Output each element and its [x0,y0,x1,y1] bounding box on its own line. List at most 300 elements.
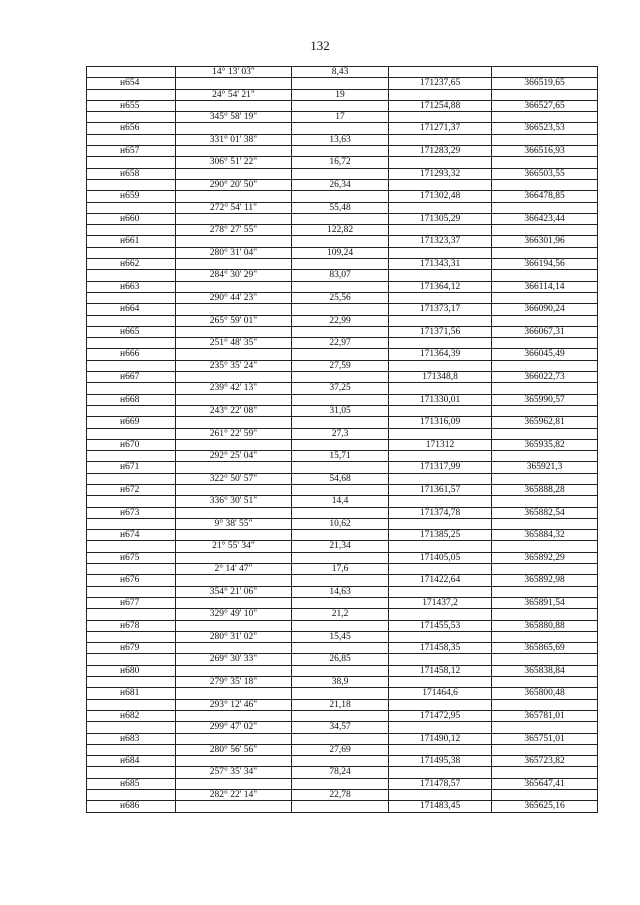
y-cell: 365892,29 [492,552,598,563]
x-cell: 171458,35 [389,643,492,654]
point-cell: н675 [87,552,176,563]
angle-cell [176,236,292,247]
segment-row [87,179,598,190]
angle-cell [176,146,292,157]
point-cell [87,541,176,552]
segment-row [87,744,598,755]
y-cell: 365884,32 [492,530,598,541]
segment-row [87,89,598,100]
point-row [87,168,598,179]
page-number: 132 [310,38,330,53]
distance-cell: 22,99 [292,315,389,326]
point-row [87,756,598,767]
distance-cell: 31,05 [292,405,389,416]
distance-cell [292,643,389,654]
y-cell [492,360,598,371]
angle-cell: 235° 35' 24" [176,360,292,371]
x-cell: 171455,53 [389,620,492,631]
x-cell: 171305,29 [389,213,492,224]
point-cell: н671 [87,462,176,473]
x-cell [389,654,492,665]
y-cell [492,677,598,688]
segment-row [87,767,598,778]
point-cell: н683 [87,733,176,744]
point-cell [87,134,176,145]
angle-cell: 331° 01' 38" [176,134,292,145]
y-cell: 366114,14 [492,281,598,292]
y-cell [492,270,598,281]
point-cell [87,744,176,755]
point-cell: н674 [87,530,176,541]
angle-cell: 261° 22' 59" [176,428,292,439]
point-cell: н658 [87,168,176,179]
x-cell: 171458,12 [389,665,492,676]
point-cell: н666 [87,349,176,360]
distance-cell [292,552,389,563]
distance-cell [292,394,389,405]
distance-cell: 27,69 [292,744,389,755]
distance-cell: 21,34 [292,541,389,552]
x-cell: 171364,12 [389,281,492,292]
x-cell: 171437,2 [389,597,492,608]
point-cell: н657 [87,146,176,157]
distance-cell: 8,43 [292,67,389,78]
point-cell [87,270,176,281]
angle-cell [176,372,292,383]
x-cell [389,609,492,620]
distance-cell: 78,24 [292,767,389,778]
x-cell: 171495,38 [389,756,492,767]
point-cell: н672 [87,484,176,495]
x-cell [389,67,492,78]
y-cell: 365800,48 [492,688,598,699]
distance-cell: 17 [292,112,389,123]
y-cell: 365882,54 [492,507,598,518]
y-cell [492,405,598,416]
point-cell [87,338,176,349]
y-cell: 365888,28 [492,484,598,495]
y-cell [492,473,598,484]
x-cell [389,744,492,755]
distance-cell [292,349,389,360]
x-cell [389,428,492,439]
x-cell [389,247,492,258]
angle-cell [176,710,292,721]
angle-cell [176,394,292,405]
angle-cell: 336° 30' 51" [176,496,292,507]
segment-row [87,473,598,484]
angle-cell [176,778,292,789]
point-cell: н662 [87,259,176,270]
x-cell [389,699,492,710]
point-cell [87,518,176,529]
angle-cell: 329° 49' 10" [176,609,292,620]
distance-cell: 16,72 [292,157,389,168]
point-row [87,349,598,360]
y-cell: 365723,82 [492,756,598,767]
y-cell: 365880,88 [492,620,598,631]
angle-cell: 21° 55' 34" [176,541,292,552]
y-cell: 366022,73 [492,372,598,383]
angle-cell: 243° 22' 08" [176,405,292,416]
y-cell: 365935,82 [492,439,598,450]
point-row [87,597,598,608]
angle-cell [176,168,292,179]
point-row [87,123,598,134]
angle-cell [176,191,292,202]
y-cell: 365781,01 [492,710,598,721]
y-cell [492,541,598,552]
x-cell [389,473,492,484]
point-cell [87,586,176,597]
segment-row [87,699,598,710]
angle-cell: 299° 47' 02" [176,722,292,733]
x-cell [389,677,492,688]
distance-cell [292,259,389,270]
y-cell [492,225,598,236]
angle-cell [176,530,292,541]
x-cell: 171323,37 [389,236,492,247]
x-cell: 171371,56 [389,326,492,337]
point-cell: н661 [87,236,176,247]
angle-cell [176,78,292,89]
distance-cell [292,168,389,179]
distance-cell [292,597,389,608]
segment-row [87,315,598,326]
segment-row [87,609,598,620]
distance-cell: 122,82 [292,225,389,236]
distance-cell: 83,07 [292,270,389,281]
x-cell [389,134,492,145]
point-cell [87,67,176,78]
point-cell: н669 [87,417,176,428]
coordinates-table [86,66,597,813]
distance-cell [292,620,389,631]
segment-row [87,383,598,394]
y-cell [492,338,598,349]
distance-cell [292,236,389,247]
point-row [87,100,598,111]
angle-cell: 280° 31' 04" [176,247,292,258]
y-cell: 365990,57 [492,394,598,405]
angle-cell: 278° 27' 55" [176,225,292,236]
y-cell [492,202,598,213]
point-row [87,507,598,518]
distance-cell: 19 [292,89,389,100]
point-cell [87,631,176,642]
y-cell: 366503,55 [492,168,598,179]
distance-cell: 27,3 [292,428,389,439]
y-cell [492,134,598,145]
angle-cell: 265° 59' 01" [176,315,292,326]
y-cell [492,722,598,733]
x-cell [389,292,492,303]
point-cell: н668 [87,394,176,405]
x-cell [389,225,492,236]
point-cell: н670 [87,439,176,450]
angle-cell: 2° 14' 47" [176,564,292,575]
y-cell: 365838,84 [492,665,598,676]
angle-cell [176,665,292,676]
x-cell: 171464,6 [389,688,492,699]
point-row [87,552,598,563]
x-cell [389,405,492,416]
x-cell: 171374,78 [389,507,492,518]
distance-cell: 38,9 [292,677,389,688]
point-row [87,191,598,202]
point-cell: н667 [87,372,176,383]
angle-cell: 290° 44' 23" [176,292,292,303]
x-cell: 171405,05 [389,552,492,563]
segment-row [87,202,598,213]
point-cell [87,677,176,688]
x-cell: 171302,48 [389,191,492,202]
x-cell: 171283,29 [389,146,492,157]
y-cell [492,586,598,597]
segment-row [87,225,598,236]
point-cell: н654 [87,78,176,89]
distance-cell: 37,25 [292,383,389,394]
distance-cell [292,146,389,157]
angle-cell: 239° 42' 13" [176,383,292,394]
distance-cell [292,801,389,812]
angle-cell [176,213,292,224]
distance-cell: 25,56 [292,292,389,303]
point-row [87,643,598,654]
y-cell: 366523,53 [492,123,598,134]
x-cell [389,179,492,190]
point-row [87,778,598,789]
y-cell: 365865,69 [492,643,598,654]
x-cell: 171317,99 [389,462,492,473]
distance-cell [292,372,389,383]
x-cell [389,383,492,394]
distance-cell [292,326,389,337]
distance-cell [292,484,389,495]
point-cell [87,564,176,575]
angle-cell [176,620,292,631]
angle-cell: 293° 12' 46" [176,699,292,710]
segment-row [87,541,598,552]
distance-cell [292,733,389,744]
point-cell [87,202,176,213]
y-cell: 366527,65 [492,100,598,111]
angle-cell [176,756,292,767]
point-row [87,688,598,699]
point-row [87,417,598,428]
distance-cell: 21,18 [292,699,389,710]
angle-cell [176,688,292,699]
x-cell [389,722,492,733]
point-cell [87,247,176,258]
segment-row [87,790,598,801]
segment-row [87,722,598,733]
point-row [87,710,598,721]
x-cell: 171490,12 [389,733,492,744]
distance-cell [292,710,389,721]
angle-cell [176,349,292,360]
angle-cell: 280° 56' 56" [176,744,292,755]
point-cell: н665 [87,326,176,337]
point-cell: н659 [87,191,176,202]
segment-row [87,338,598,349]
distance-cell [292,778,389,789]
x-cell [389,112,492,123]
point-cell [87,383,176,394]
segment-row [87,157,598,168]
angle-cell: 257° 35' 34" [176,767,292,778]
table-body [87,67,598,813]
distance-cell: 14,63 [292,586,389,597]
point-row [87,394,598,405]
x-cell: 171361,57 [389,484,492,495]
distance-cell [292,530,389,541]
distance-cell: 27,59 [292,360,389,371]
distance-cell [292,100,389,111]
y-cell [492,631,598,642]
x-cell: 171312 [389,439,492,450]
angle-cell [176,259,292,270]
distance-cell: 15,45 [292,631,389,642]
distance-cell: 21,2 [292,609,389,620]
point-cell [87,654,176,665]
angle-cell [176,100,292,111]
x-cell [389,631,492,642]
y-cell: 365892,98 [492,575,598,586]
point-cell: н664 [87,304,176,315]
distance-cell: 22,97 [292,338,389,349]
angle-cell [176,326,292,337]
distance-cell: 14,4 [292,496,389,507]
x-cell: 171472,95 [389,710,492,721]
x-cell: 171385,25 [389,530,492,541]
point-cell [87,112,176,123]
angle-cell [176,417,292,428]
y-cell: 366423,44 [492,213,598,224]
point-cell [87,722,176,733]
point-cell: н660 [87,213,176,224]
y-cell: 366067,31 [492,326,598,337]
segment-row [87,112,598,123]
x-cell: 171348,8 [389,372,492,383]
point-cell [87,473,176,484]
x-cell [389,315,492,326]
point-cell [87,405,176,416]
point-row [87,213,598,224]
point-cell: н684 [87,756,176,767]
x-cell [389,157,492,168]
x-cell [389,790,492,801]
point-row [87,326,598,337]
y-cell [492,157,598,168]
segment-row [87,677,598,688]
point-row [87,236,598,247]
angle-cell: 269° 30' 33" [176,654,292,665]
distance-cell: 54,68 [292,473,389,484]
angle-cell [176,281,292,292]
point-row [87,665,598,676]
point-row [87,259,598,270]
y-cell [492,518,598,529]
angle-cell: 282° 22' 14" [176,790,292,801]
distance-cell: 26,34 [292,179,389,190]
segment-row [87,428,598,439]
y-cell: 365751,01 [492,733,598,744]
angle-cell [176,801,292,812]
y-cell [492,451,598,462]
point-cell: н676 [87,575,176,586]
distance-cell [292,417,389,428]
point-cell [87,428,176,439]
point-row [87,801,598,812]
angle-cell: 292° 25' 04" [176,451,292,462]
distance-cell: 55,48 [292,202,389,213]
angle-cell [176,484,292,495]
y-cell [492,496,598,507]
segment-row [87,586,598,597]
segment-row [87,451,598,462]
angle-cell [176,643,292,654]
y-cell: 366516,93 [492,146,598,157]
y-cell: 366090,24 [492,304,598,315]
point-row [87,372,598,383]
distance-cell [292,304,389,315]
distance-cell [292,123,389,134]
point-cell: н656 [87,123,176,134]
y-cell [492,112,598,123]
segment-row [87,270,598,281]
distance-cell: 13,63 [292,134,389,145]
point-row [87,462,598,473]
segment-row [87,405,598,416]
point-row [87,620,598,631]
y-cell [492,315,598,326]
y-cell: 366194,56 [492,259,598,270]
y-cell: 365962,81 [492,417,598,428]
y-cell [492,67,598,78]
x-cell [389,338,492,349]
distance-cell [292,575,389,586]
point-cell: н686 [87,801,176,812]
distance-cell: 22,78 [292,790,389,801]
point-row [87,281,598,292]
point-cell [87,360,176,371]
point-row [87,575,598,586]
x-cell: 171254,88 [389,100,492,111]
angle-cell: 290° 20' 50" [176,179,292,190]
x-cell: 171330,01 [389,394,492,405]
x-cell [389,564,492,575]
angle-cell [176,575,292,586]
angle-cell: 24° 54' 21" [176,89,292,100]
angle-cell: 354° 21' 06" [176,586,292,597]
x-cell: 171478,57 [389,778,492,789]
angle-cell [176,552,292,563]
y-cell [492,609,598,620]
distance-cell [292,281,389,292]
x-cell: 171271,37 [389,123,492,134]
y-cell [492,428,598,439]
point-cell [87,89,176,100]
point-cell: н682 [87,710,176,721]
y-cell [492,179,598,190]
point-cell [87,609,176,620]
x-cell [389,586,492,597]
distance-cell [292,756,389,767]
distance-cell: 26,85 [292,654,389,665]
angle-cell [176,507,292,518]
y-cell: 365625,16 [492,801,598,812]
